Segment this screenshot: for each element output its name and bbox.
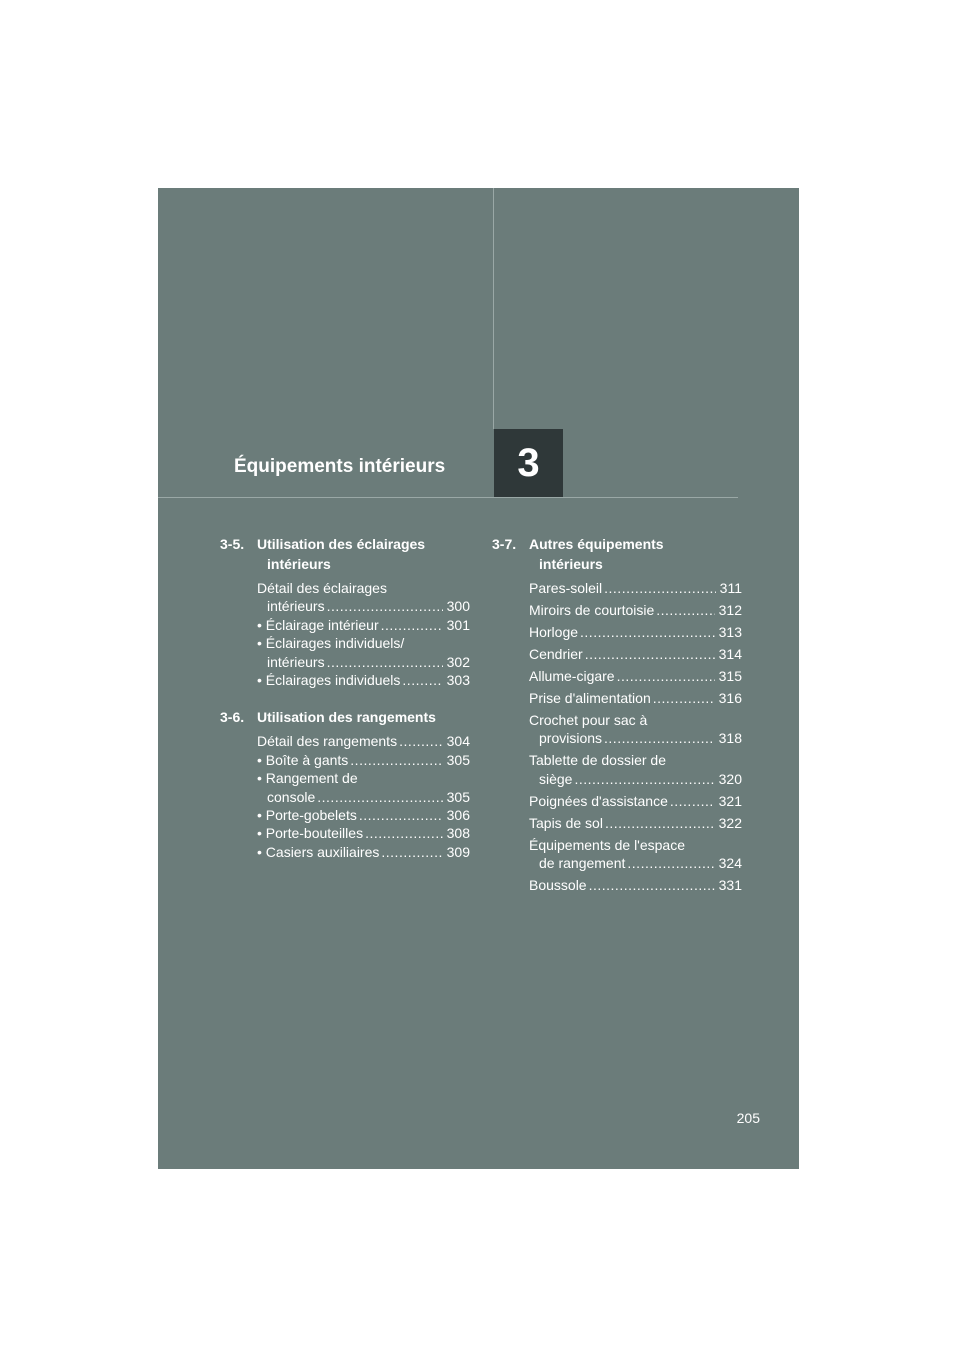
dot-leader	[325, 597, 443, 615]
entry-line	[529, 770, 742, 788]
entry-page-number: 331	[718, 877, 742, 894]
entry-line	[257, 806, 470, 824]
entry-page-number: 316	[718, 690, 742, 706]
entry-title: intérieurs	[267, 653, 325, 670]
entry-title: Miroirs de courtoisie	[529, 602, 655, 618]
entry-line	[529, 645, 742, 663]
toc-entry[interactable]	[529, 579, 742, 597]
entry-page-number: 309	[446, 843, 470, 860]
toc-entry[interactable]	[529, 792, 742, 810]
entry-title: • Éclairages individuels	[257, 672, 401, 689]
entry-page-number: 322	[718, 814, 742, 831]
dot-leader	[654, 601, 714, 619]
entry-line	[529, 792, 742, 810]
entry-title-line1: Crochet pour sac à	[529, 712, 648, 728]
entry-title: Pares-soleil	[529, 580, 603, 596]
section-title	[529, 534, 742, 574]
dot-leader	[315, 788, 442, 806]
entry-title: • Casiers auxiliaires	[257, 843, 380, 860]
entry-title-line1: • Rangement de	[257, 770, 358, 787]
entry-title: siège	[539, 770, 573, 787]
entry-page-number: 302	[446, 653, 470, 670]
entry-page-number: 315	[718, 668, 742, 684]
entry-line	[257, 732, 470, 750]
entry-title: Détail des rangements	[257, 733, 398, 750]
toc-entry[interactable]	[529, 667, 742, 685]
entry-line	[529, 667, 742, 685]
entry-line	[257, 616, 470, 634]
entry-line	[257, 843, 470, 861]
entry-line	[257, 671, 470, 689]
entry-page-number: 313	[718, 624, 742, 640]
entry-page-number: 304	[446, 733, 470, 750]
dot-leader	[572, 770, 714, 788]
toc-section	[220, 534, 470, 689]
horizontal-divider	[158, 497, 738, 498]
entry-page-number: 321	[718, 792, 742, 809]
entry-page-number: 324	[718, 855, 742, 872]
entry-title: provisions	[539, 730, 603, 747]
entry-title: Poignées d'assistance	[529, 792, 668, 809]
section-title	[257, 534, 470, 574]
entry-title-line1: • Éclairages individuels/	[257, 635, 405, 652]
section-heading[interactable]	[492, 534, 742, 574]
dot-leader	[603, 814, 715, 832]
toc-entry[interactable]	[529, 814, 742, 832]
dot-leader	[397, 732, 443, 750]
entry-line	[257, 597, 470, 615]
page-number: 205	[736, 1110, 760, 1126]
entry-page-number: 312	[718, 602, 742, 618]
toc-entry[interactable]	[257, 769, 470, 806]
dot-leader	[625, 854, 714, 872]
entry-title: Cendrier	[529, 646, 583, 662]
dot-leader	[651, 689, 715, 707]
section-title-line2: intérieurs	[539, 556, 603, 572]
section-title-line1: Utilisation des éclairages	[257, 536, 426, 552]
dot-leader	[668, 792, 715, 810]
toc-section	[492, 534, 742, 895]
dot-leader	[357, 806, 443, 824]
toc-left-column	[220, 534, 470, 879]
toc-entry[interactable]	[529, 876, 742, 894]
entry-line	[529, 601, 742, 619]
entry-title: console	[267, 788, 316, 805]
entry-title: Allume-cigare	[529, 668, 615, 684]
entry-page-number: 300	[446, 598, 470, 615]
toc-entry[interactable]	[529, 645, 742, 663]
section-entries	[257, 732, 470, 861]
entry-title: intérieurs	[267, 598, 325, 615]
entry-title: Horloge	[529, 624, 579, 640]
dot-leader	[587, 876, 715, 894]
entry-page-number: 303	[446, 672, 470, 689]
entry-line	[529, 854, 742, 872]
dot-leader	[583, 645, 715, 663]
entry-page-number: 311	[719, 580, 742, 596]
entry-page-number: 301	[446, 616, 470, 633]
page-panel	[158, 188, 799, 1169]
entry-title: • Boîte à gants	[257, 751, 349, 768]
section-title-line1: Utilisation des rangements	[257, 709, 436, 726]
dot-leader	[363, 824, 443, 842]
entry-title: Boussole	[529, 877, 587, 894]
entry-line	[529, 729, 742, 747]
toc-entry[interactable]	[529, 751, 742, 788]
dot-leader	[325, 653, 443, 671]
toc-entry[interactable]	[529, 711, 742, 748]
chapter-number-box	[494, 429, 563, 497]
chapter-number: 3	[517, 440, 540, 485]
entry-title: Prise d'alimentation	[529, 690, 651, 706]
section-title-line1: Autres équipements	[529, 536, 664, 552]
toc-entry[interactable]	[257, 732, 470, 750]
dot-leader	[379, 843, 442, 861]
dot-leader	[379, 616, 443, 634]
entry-title: • Éclairage intérieur	[257, 616, 379, 633]
section-number: 3-5.	[220, 536, 245, 552]
entry-page-number: 305	[446, 788, 470, 805]
toc-entry[interactable]	[257, 843, 470, 861]
entry-title: de rangement	[539, 855, 626, 872]
section-entries	[529, 579, 742, 895]
entry-line	[529, 689, 742, 707]
toc-entry[interactable]	[257, 751, 470, 769]
dot-leader	[400, 671, 442, 689]
entry-title-line1: Détail des éclairages	[257, 580, 387, 596]
entry-page-number: 320	[718, 770, 742, 787]
entry-page-number: 305	[446, 751, 470, 768]
entry-line	[529, 579, 742, 597]
section-title-line2: intérieurs	[267, 556, 331, 572]
section-heading[interactable]	[220, 707, 470, 727]
entry-title: • Porte-gobelets	[257, 807, 357, 824]
toc-entry[interactable]	[257, 806, 470, 824]
entry-line	[529, 623, 742, 641]
toc-entry[interactable]	[529, 623, 742, 641]
section-title	[257, 707, 470, 727]
dot-leader	[578, 623, 715, 641]
entry-page-number: 318	[718, 730, 742, 747]
entry-line	[257, 788, 470, 806]
section-number: 3-7.	[492, 536, 517, 552]
dot-leader	[348, 751, 442, 769]
section-number: 3-6.	[220, 709, 245, 726]
entry-title: Tapis de sol	[529, 814, 603, 831]
entry-title-line1: Tablette de dossier de	[529, 752, 666, 769]
entry-page-number: 308	[446, 825, 470, 842]
toc-entry[interactable]	[529, 601, 742, 619]
entry-page-number: 306	[446, 807, 470, 824]
section-entries	[257, 579, 470, 689]
toc-entry[interactable]	[529, 836, 742, 873]
entry-title-line1: Équipements de l'espace	[529, 836, 685, 853]
toc-entry[interactable]	[257, 579, 470, 616]
toc-entry[interactable]	[257, 671, 470, 689]
entry-line	[529, 876, 742, 894]
entry-line	[257, 824, 470, 842]
dot-leader	[615, 667, 715, 685]
chapter-title: Équipements intérieurs	[234, 456, 446, 477]
dot-leader	[602, 729, 715, 747]
dot-leader	[602, 579, 716, 597]
toc-right-column	[492, 534, 742, 913]
entry-line	[529, 814, 742, 832]
vertical-divider	[493, 188, 494, 429]
entry-page-number: 314	[718, 646, 742, 662]
entry-title: • Porte-bouteilles	[257, 825, 364, 842]
entry-line	[257, 653, 470, 671]
toc-entry[interactable]	[529, 689, 742, 707]
toc-section	[220, 707, 470, 861]
section-heading[interactable]	[220, 534, 470, 574]
toc-entry[interactable]	[257, 616, 470, 634]
toc-entry[interactable]	[257, 824, 470, 842]
toc-entry[interactable]	[257, 634, 470, 671]
entry-line	[257, 751, 470, 769]
